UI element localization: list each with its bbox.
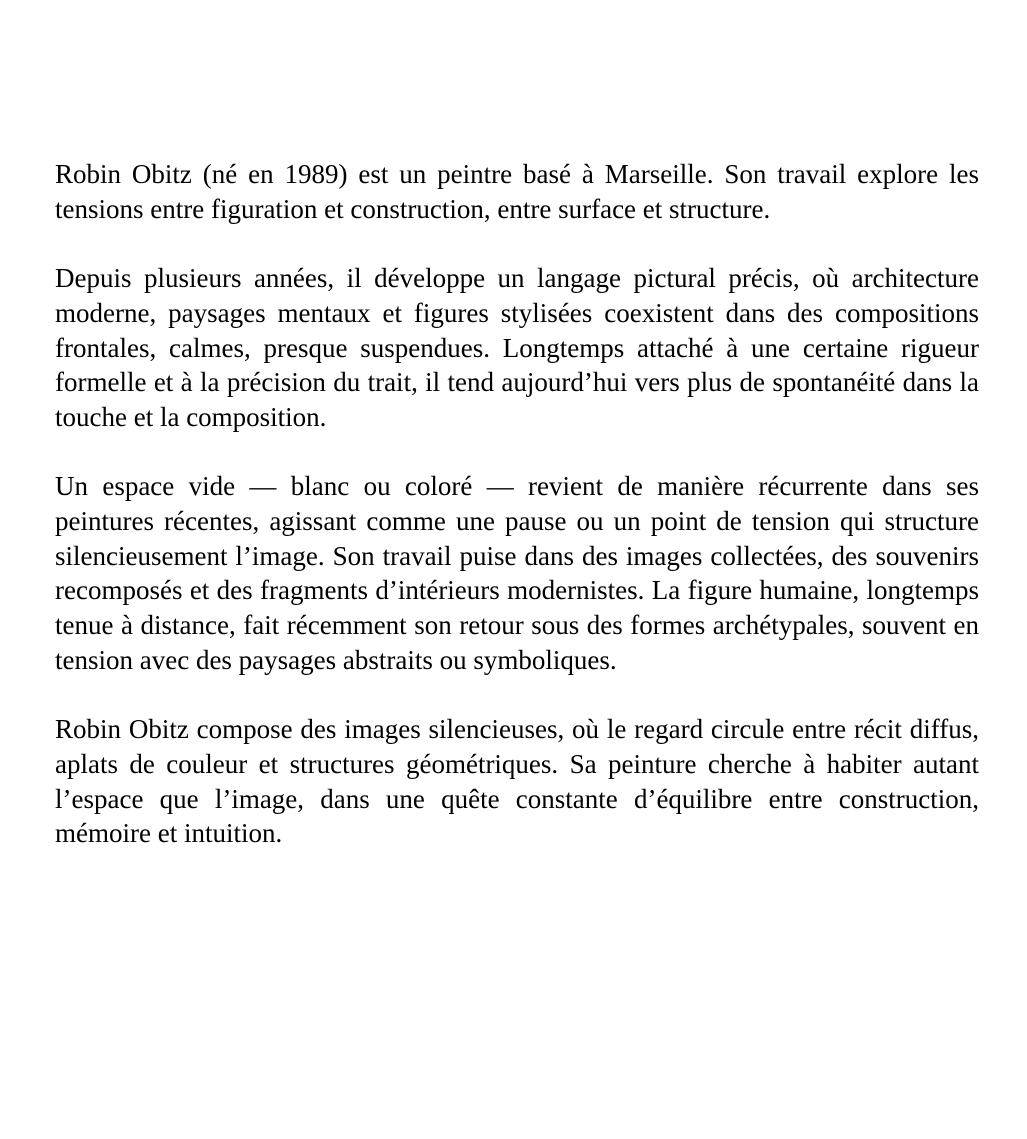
artist-biography	[55, 157, 979, 851]
bio-paragraph-1: Robin Obitz (né en 1989) est un peintre basé à Marseille. Son travail explore les tensions entre figuration et construction, entre surface et structure.	[55, 159, 979, 224]
bio-paragraph-3: Un espace vide — blanc ou coloré — revient de manière récurrente dans ses peintures récentes, agissant comme une pause ou un point de tension qui structure silencieusement l’image. Son travail puise dans des images collectées, des souvenirs recomposés et des fragments d’intérieurs modernistes. La figure humaine, longtemps tenue à distance, fait récemment son retour sous des formes archétypales, souvent en tension avec des paysages abstraits ou symboliques.	[55, 471, 979, 675]
bio-paragraph-2: Depuis plusieurs années, il développe un langage pictural précis, où architecture moderne, paysages mentaux et figures stylisées coexistent dans des compositions frontales, calmes, presque suspendues. Longtemps attaché à une certaine rigueur formelle et à la précision du trait, il tend aujourd’hui vers plus de spontanéité dans la touche et la composition.	[55, 263, 979, 432]
bio-paragraph-4: Robin Obitz compose des images silencieuses, où le regard circule entre récit diffus, aplats de couleur et structures géométriques. Sa peinture cherche à habiter autant l’espace que l’image, dans une quête constante d’équilibre entre construction, mémoire et intuition.	[55, 714, 979, 849]
